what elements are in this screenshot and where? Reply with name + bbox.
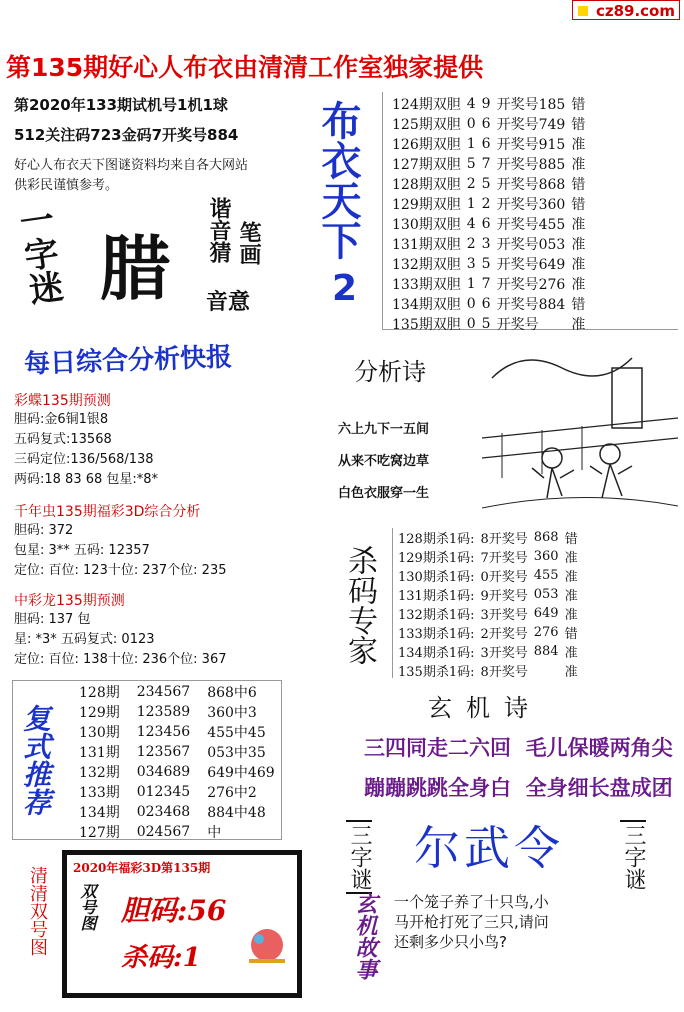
result-cell: 276中2 [207,785,257,801]
table-row [76,762,289,782]
double-number-box [62,850,302,998]
verdict-cell: 准 [571,257,586,273]
notice-line-1: 好心人布衣天下图谜资料均来自各大网站 [14,158,249,173]
verdict-cell: 错 [571,197,586,213]
result-cell: 884中48 [207,805,266,821]
numbers-cell: 012345 [136,784,191,800]
period-cell: 129期 [79,705,120,721]
draw-cell: 开奖号885 [496,157,566,173]
draw-cell: 276 [533,625,559,640]
verdict-cell: 准 [571,157,586,173]
draw-cell: 455 [533,568,559,583]
table-row [389,134,588,154]
dan-b-cell: 6 [481,116,491,132]
period-cell: 132期双胆 [392,257,461,273]
kill-num-cell: 3开奖号 [480,646,528,661]
story-text [394,892,674,952]
story-line-2: 马开枪打死了三只,请问 [394,913,549,931]
draw-cell: 开奖号 [496,317,539,333]
period-cell: 128期 [79,685,120,701]
daily-s3-lines [14,610,354,670]
xuanji-line-2: 蹦蹦跳跳全身白 全身细长盘成团 [364,776,673,800]
numbers-cell: 024567 [136,824,191,840]
table-row [389,114,588,134]
period-cell: 127期 [79,825,120,841]
draw-cell [531,661,562,680]
verdict-cell: 准 [571,277,586,293]
poem-lines [338,414,429,510]
dan-b-cell: 2 [481,196,491,212]
daily-s3-head: 中彩龙135期预测 [14,593,125,609]
daily-s2-head: 千年虫135期福彩3D综合分析 [14,504,201,520]
puzzle-hint-col2: 笔画 [236,221,261,265]
table-row [395,642,581,661]
result-cell: 868中6 [207,685,257,701]
dan-a-cell: 1 [466,276,476,292]
period-cell: 133期双胆 [392,277,461,293]
period-cell: 127期双胆 [392,157,461,173]
numbers-cell: 123456 [136,724,191,740]
brand-title: 布衣天下 [315,100,361,260]
analysis-line: 星: *3* 五码复式: 0123 [14,632,155,647]
table-row [389,154,588,174]
dan-a-cell: 1 [466,136,476,152]
dan-b-cell: 6 [481,216,491,232]
dan-a-cell: 4 [466,216,476,232]
puzzle-left-label: 一字迷 [11,200,65,308]
poem-title: 分析诗 [354,358,426,386]
sanzi-label-left: 三字谜 [346,820,372,894]
table-row [389,274,588,294]
draw-cell: 649 [533,606,559,621]
table-row [76,742,289,762]
verdict-cell: 准 [564,551,578,566]
analysis-line: 五码复式:13568 [14,432,112,447]
kill-num-cell: 8开奖号 [480,665,528,680]
dan-a-cell: 0 [466,316,476,332]
puzzle-hint-col3: 音意 [206,290,251,315]
table-row [395,623,581,642]
square-icon [578,6,588,16]
period-cell: 128期双胆 [392,177,461,193]
daily-heading: 每日综合分析快报 [23,342,233,380]
analysis-line: 三码定位:136/568/138 [14,452,154,467]
period-cell: 133期杀1码: [398,627,475,642]
sanzi-answer: 尔武令 [414,821,564,875]
table-row [76,802,289,822]
numbers-cell: 234567 [136,684,191,700]
period-cell: 134期杀1码: [398,646,475,661]
dan-a-cell: 5 [466,156,476,172]
dan-b-cell: 7 [481,276,491,292]
double-dan-table [389,94,588,334]
table-row [395,585,581,604]
daily-section-1 [14,390,314,490]
page-title: 第135期好心人布衣由清清工作室独家提供 [6,53,484,82]
poem-line: 白色衣服穿一生 [338,486,430,501]
period-cell: 130期杀1码: [398,570,475,585]
box-title: 2020年福彩3D第135期 [73,861,211,875]
analysis-line: 包星: 3** 五码: 12357 [14,543,150,558]
daily-s2-lines [14,521,354,581]
table-row [389,234,588,254]
kill-code-label: 杀码专家 [342,545,377,665]
result-cell: 455中45 [207,725,266,741]
dan-b-cell: 6 [481,136,491,152]
numbers-cell: 123567 [136,744,191,760]
draw-cell: 053 [533,587,559,602]
analysis-line: 胆码:金6铜1银8 [14,412,109,427]
draw-cell: 开奖号185 [496,97,566,113]
period-cell: 129期杀1码: [398,551,475,566]
verdict-cell: 准 [571,217,586,233]
daily-s1-lines [14,410,314,490]
brand-number: 2 [332,268,358,309]
verdict-cell: 准 [571,237,586,253]
verdict-cell: 准 [571,137,586,153]
table-row [395,661,581,680]
draw-cell: 开奖号276 [496,277,566,293]
table-row [395,566,581,585]
draw-cell: 开奖号649 [496,257,566,273]
table-row [76,782,289,802]
verdict-cell: 错 [571,297,586,313]
draw-cell: 开奖号749 [496,117,566,133]
kids-playing-illustration [482,338,678,520]
puzzle-panel [10,193,288,323]
dan-b-cell: 7 [481,156,491,172]
numbers-cell: 023468 [136,804,191,820]
dan-b-cell: 3 [481,236,491,252]
box-dan-code: 胆码:56 [121,894,227,927]
period-cell: 133期 [79,785,120,801]
verdict-cell: 准 [564,646,578,661]
draw-cell: 开奖号455 [496,217,566,233]
kill-code-results [392,528,678,678]
table-row [389,94,588,114]
period-cell: 135期杀1码: [398,665,475,680]
table-row [389,294,588,314]
box-side-label: 双号图 [78,883,97,931]
focus-code-line: 512关注码723金码7开奖号884 [14,126,239,144]
xuanji-line-1: 三四同走二六回 毛儿保暖两角尖 [364,736,673,760]
daily-section-3 [14,590,354,670]
dan-a-cell: 0 [466,116,476,132]
draw-cell: 868 [533,530,559,545]
period-cell: 135期双胆 [392,317,461,333]
kill-num-cell: 7开奖号 [480,551,528,566]
result-cell: 649中469 [207,765,275,781]
analysis-line: 胆码: 137 包 [14,612,91,627]
table-row [389,194,588,214]
period-cell: 131期 [79,745,120,761]
table-row [76,682,289,702]
draw-cell: 360 [533,549,559,564]
dan-a-cell: 2 [466,176,476,192]
draw-cell: 开奖号915 [496,137,566,153]
draw-cell: 开奖号360 [496,197,566,213]
numbers-cell: 123589 [136,704,191,720]
xuanji-title: 玄机诗 [428,694,542,722]
puzzle-big-char: 腊 [100,227,170,310]
result-cell: 360中3 [207,705,257,721]
box-kill-code: 杀码:1 [121,943,201,973]
story-label: 玄机故事 [352,892,378,980]
draw-cell: 884 [533,644,559,659]
table-row [389,314,588,334]
dan-b-cell: 5 [481,256,491,272]
analysis-line: 定位: 百位: 138十位: 236个位: 367 [14,652,227,667]
verdict-cell: 准 [564,570,578,585]
period-cell: 134期 [79,805,120,821]
draw-cell: 开奖号884 [496,297,566,313]
table-row [395,547,581,566]
dan-b-cell: 6 [481,296,491,312]
analysis-line: 定位: 百位: 123十位: 237个位: 235 [14,563,227,578]
table-row [76,702,289,722]
fushi-table [76,682,289,842]
period-cell: 125期双胆 [392,117,461,133]
verdict-cell: 准 [571,317,586,333]
period-cell: 126期双胆 [392,137,461,153]
table-row [395,604,581,623]
poem-line: 从来不吃窝边草 [338,454,430,469]
verdict-cell: 错 [571,177,586,193]
kill-num-cell: 3开奖号 [480,608,528,623]
draw-cell: 开奖号053 [496,237,566,253]
notice-line-2: 供彩民谨慎参考。 [14,178,119,193]
result-cell: 中 [207,825,222,841]
qingqing-label: 清清双号图 [27,866,48,956]
period-cell: 131期杀1码: [398,589,475,604]
period-cell: 130期双胆 [392,217,461,233]
period-cell: 131期双胆 [392,237,461,253]
period-cell: 134期双胆 [392,297,461,313]
story-line-1: 一个笼子养了十只鸟,小 [394,893,549,911]
result-cell: 053中35 [207,745,266,761]
table-row [389,214,588,234]
poem-line: 六上九下一五间 [338,422,430,437]
verdict-cell: 准 [564,608,578,623]
dan-a-cell: 3 [466,256,476,272]
kill-code-table [395,528,581,680]
verdict-cell: 错 [564,627,578,642]
kill-num-cell: 2开奖号 [480,627,528,642]
kill-num-cell: 9开奖号 [480,589,528,604]
dan-b-cell: 5 [481,176,491,192]
dan-b-cell: 5 [481,316,491,332]
puzzle-hint-col1: 谐音猜 [206,197,231,263]
numbers-cell: 034689 [136,764,191,780]
analysis-line: 两码:18 83 68 包星:*8* [14,472,159,487]
draw-cell: 开奖号868 [496,177,566,193]
table-row [76,822,289,842]
period-cell: 132期杀1码: [398,608,475,623]
xuanji-poem-box [346,722,674,812]
dan-a-cell: 2 [466,236,476,252]
site-watermark: cz89.com [572,0,680,20]
test-machine-line: 第2020年133期试机号1机1球 [14,96,228,114]
period-cell: 124期双胆 [392,97,461,113]
period-cell: 130期 [79,725,120,741]
daily-s1-head: 彩蝶135期预测 [14,393,111,409]
verdict-cell: 准 [564,665,578,680]
verdict-cell: 准 [564,589,578,604]
period-cell: 128期杀1码: [398,532,475,547]
period-cell: 132期 [79,765,120,781]
table-row [389,174,588,194]
dan-b-cell: 9 [481,96,491,112]
dan-a-cell: 1 [466,196,476,212]
fushi-label: 复式推荐 [19,704,52,816]
table-row [395,528,581,547]
verdict-cell: 错 [571,97,586,113]
analysis-line: 胆码: 372 [14,523,74,538]
kill-num-cell: 0开奖号 [480,570,528,585]
period-cell: 129期双胆 [392,197,461,213]
daily-section-2 [14,501,354,581]
story-line-3: 还剩多少只小鸟? [394,933,507,951]
verdict-cell: 错 [564,532,578,547]
dan-a-cell: 4 [466,96,476,112]
table-row [76,722,289,742]
double-dan-results [382,92,678,333]
decorative-bird-icon [239,915,295,975]
table-row [389,254,588,274]
kill-num-cell: 8开奖号 [480,532,528,547]
sanzi-label-right: 三字谜 [620,820,646,892]
dan-a-cell: 0 [466,296,476,312]
verdict-cell: 错 [571,117,586,133]
